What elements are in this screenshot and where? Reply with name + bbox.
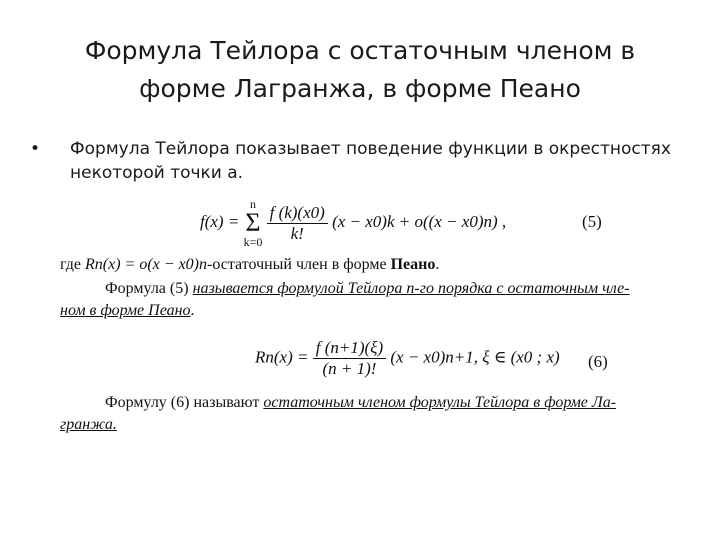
para2-underlined: остаточным членом формулы Тейлора в форме Ла- xyxy=(263,394,617,411)
bullet-text: Формула Тейлора показывает поведение функции в окрестностях некоторой точки а. xyxy=(70,139,671,183)
where-prefix: где xyxy=(60,256,82,273)
formula-6-tail: (x − x0)n+1, ξ ∈ (x0 ; x) xyxy=(390,347,560,367)
formula-5-denominator: k! xyxy=(290,223,304,243)
peano-remainder-formula: Rn(x) = o(x − x0)n xyxy=(85,256,207,273)
formula-6-denominator: (n + 1)! xyxy=(322,359,377,378)
sum-bottom: k=0 xyxy=(243,235,263,249)
para1-line2: ном в форме Пеано xyxy=(60,302,191,319)
para2-start: Формулу (6) называют xyxy=(105,394,260,411)
formula-6-lhs: Rn(x) = xyxy=(255,347,309,367)
formula-5-lhs: f(x) = xyxy=(200,211,240,231)
sigma-icon: Σ xyxy=(245,208,261,237)
peano-bold: Пеано xyxy=(390,256,436,273)
slide-title: Формула Тейлора с остаточным членом в форме Лагранжа, в форме Пеано xyxy=(84,36,636,103)
where-middle: -остаточный член в форме xyxy=(207,256,387,273)
formula-5-fraction xyxy=(267,203,328,244)
formula-6 xyxy=(255,338,560,379)
para1-line2-end: . xyxy=(190,302,195,319)
paragraph-2-line-2 xyxy=(60,416,117,434)
sum-top: n xyxy=(249,197,256,211)
bullet-dot: • xyxy=(30,139,41,159)
formula-6-numerator: f (n+1)(ξ) xyxy=(313,338,386,359)
para1-start: Формула (5) xyxy=(105,280,189,297)
paragraph-1-line-1 xyxy=(105,280,630,298)
para1-underlined: называется формулой Тейлора n-го порядка с остаточным чле- xyxy=(192,280,630,297)
paragraph-1-line-2 xyxy=(60,302,195,320)
where-line xyxy=(60,256,439,274)
sum-symbol xyxy=(244,198,263,248)
equation-number-5: (5) xyxy=(582,212,602,231)
para2-line2: гранжа. xyxy=(60,416,117,433)
bullet-item xyxy=(30,137,680,185)
formula-5-numerator: f (k)(x0) xyxy=(267,203,328,224)
formula-6-fraction xyxy=(313,338,386,379)
where-end: . xyxy=(435,256,440,273)
equation-number-6: (6) xyxy=(588,352,608,371)
paragraph-2-line-1 xyxy=(105,394,616,412)
formula-5 xyxy=(200,198,506,248)
formula-5-tail: (x − x0)k + o((x − x0)n) , xyxy=(332,211,507,231)
